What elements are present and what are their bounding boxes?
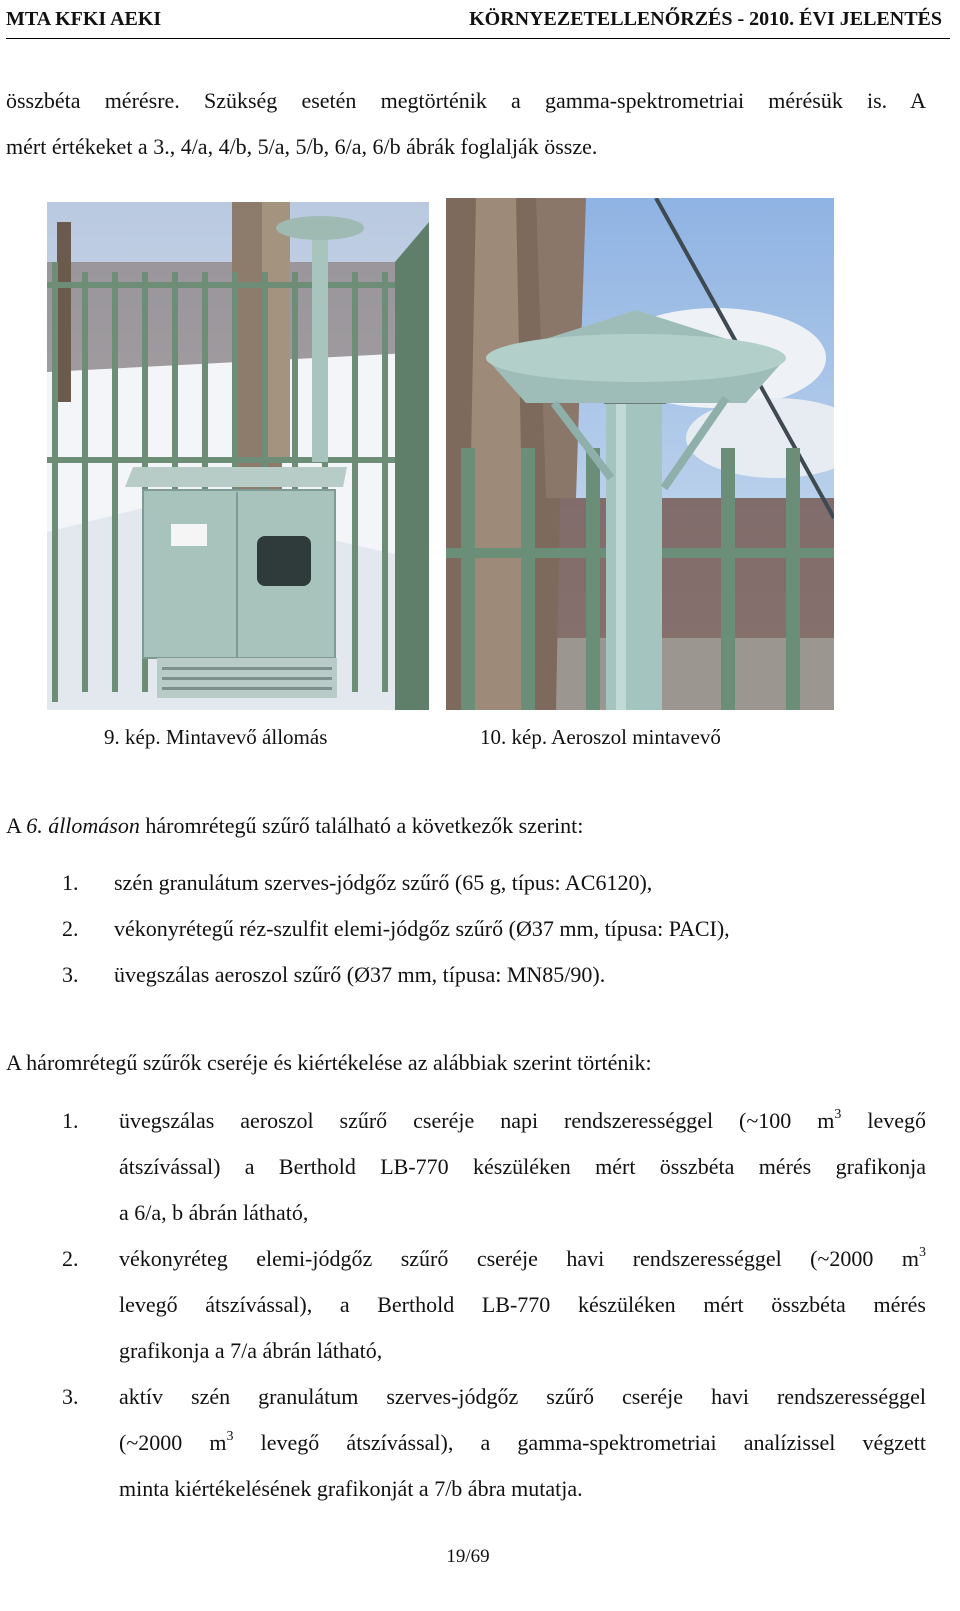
list-line: átszívással) a Berthold LB-770 készüléken mért összbéta mérés grafikonja [119, 1154, 926, 1179]
exchange-list [0, 1098, 940, 1512]
list-line: levegő átszívással), a Berthold LB-770 készüléken mért összbéta mérés [119, 1292, 926, 1317]
list-line: minta kiértékelésének grafikonját a 7/b ábra mutatja. [119, 1476, 583, 1501]
list-number: 1. [62, 1108, 79, 1133]
list-line [119, 1420, 926, 1466]
station-name: 6. állomáson [26, 813, 140, 838]
list-line: aktív szén granulátum szerves-jódgőz szűrő cseréje havi rendszerességgel [119, 1384, 926, 1409]
station-intro-suffix: háromrétegű szűrő található a következők szerint: [139, 813, 584, 838]
filter-list [0, 860, 940, 998]
station-intro-prefix: A [6, 813, 27, 838]
list-line: grafikonja a 7/a ábrán látható, [119, 1338, 383, 1363]
exchange-intro: A háromrétegű szűrők cseréje és kiértékelése az alábbiak szerint történik: [6, 1050, 652, 1075]
page-header [6, 4, 950, 39]
list-line [119, 1236, 926, 1282]
list-number: 2. [62, 916, 79, 941]
superscript: 3 [226, 1429, 234, 1444]
intro-paragraph [6, 78, 926, 170]
figure-9-caption: 9. kép. Mintavevő állomás [104, 725, 328, 749]
list-number: 2. [62, 1246, 79, 1271]
list-item [0, 860, 940, 906]
intro-line-2: mért értékeket a 3., 4/a, 4/b, 5/a, 5/b, 6/a, 6/b ábrák foglalják össze. [6, 134, 598, 159]
list-text: szén granulátum szerves-jódgőz szűrő (65 g, típus: AC6120), [114, 870, 653, 895]
page-number: 19/69 [446, 1546, 490, 1567]
list-text [119, 1374, 926, 1512]
figure-10-caption: 10. kép. Aeroszol mintavevő [480, 725, 721, 749]
line-text: levegő átszívással), a gamma-spektrometriai analízissel végzett [233, 1430, 926, 1455]
line-text: levegő [841, 1108, 926, 1133]
list-line [119, 1098, 926, 1144]
line-text: üvegszálas aeroszol szűrő cseréje napi rendszerességgel (~100 m [119, 1108, 835, 1133]
list-item [0, 1236, 940, 1374]
list-line: a 6/a, b ábrán látható, [119, 1200, 309, 1225]
photo-aerosol-sampler [446, 198, 834, 710]
list-number: 1. [62, 870, 79, 895]
list-item [0, 1098, 940, 1236]
list-item [0, 952, 940, 998]
list-text [119, 1098, 926, 1236]
line-text: vékonyréteg elemi-jódgőz szűrő cseréje havi rendszerességgel (~2000 m [119, 1246, 919, 1271]
photo-sampling-station [47, 202, 429, 710]
intro-line-1: összbéta mérésre. Szükség esetén megtörténik a gamma-spektrometriai mérésük is. A [6, 88, 926, 113]
header-institution: MTA KFKI AEKI [6, 8, 162, 30]
list-number: 3. [62, 962, 79, 987]
header-report-title: KÖRNYEZETELLENŐRZÉS - 2010. ÉVI JELENTÉS [469, 8, 942, 30]
list-item [0, 906, 940, 952]
list-item [0, 1374, 940, 1512]
superscript: 3 [834, 1107, 842, 1122]
line-text: (~2000 m [119, 1430, 227, 1455]
list-text: üvegszálas aeroszol szűrő (Ø37 mm, típusa: MN85/90). [114, 962, 606, 987]
list-text [119, 1236, 926, 1374]
list-text: vékonyrétegű réz-szulfit elemi-jódgőz szűrő (Ø37 mm, típusa: PACI), [114, 916, 730, 941]
superscript: 3 [919, 1245, 926, 1260]
station-intro [6, 803, 936, 849]
list-number: 3. [62, 1384, 79, 1409]
